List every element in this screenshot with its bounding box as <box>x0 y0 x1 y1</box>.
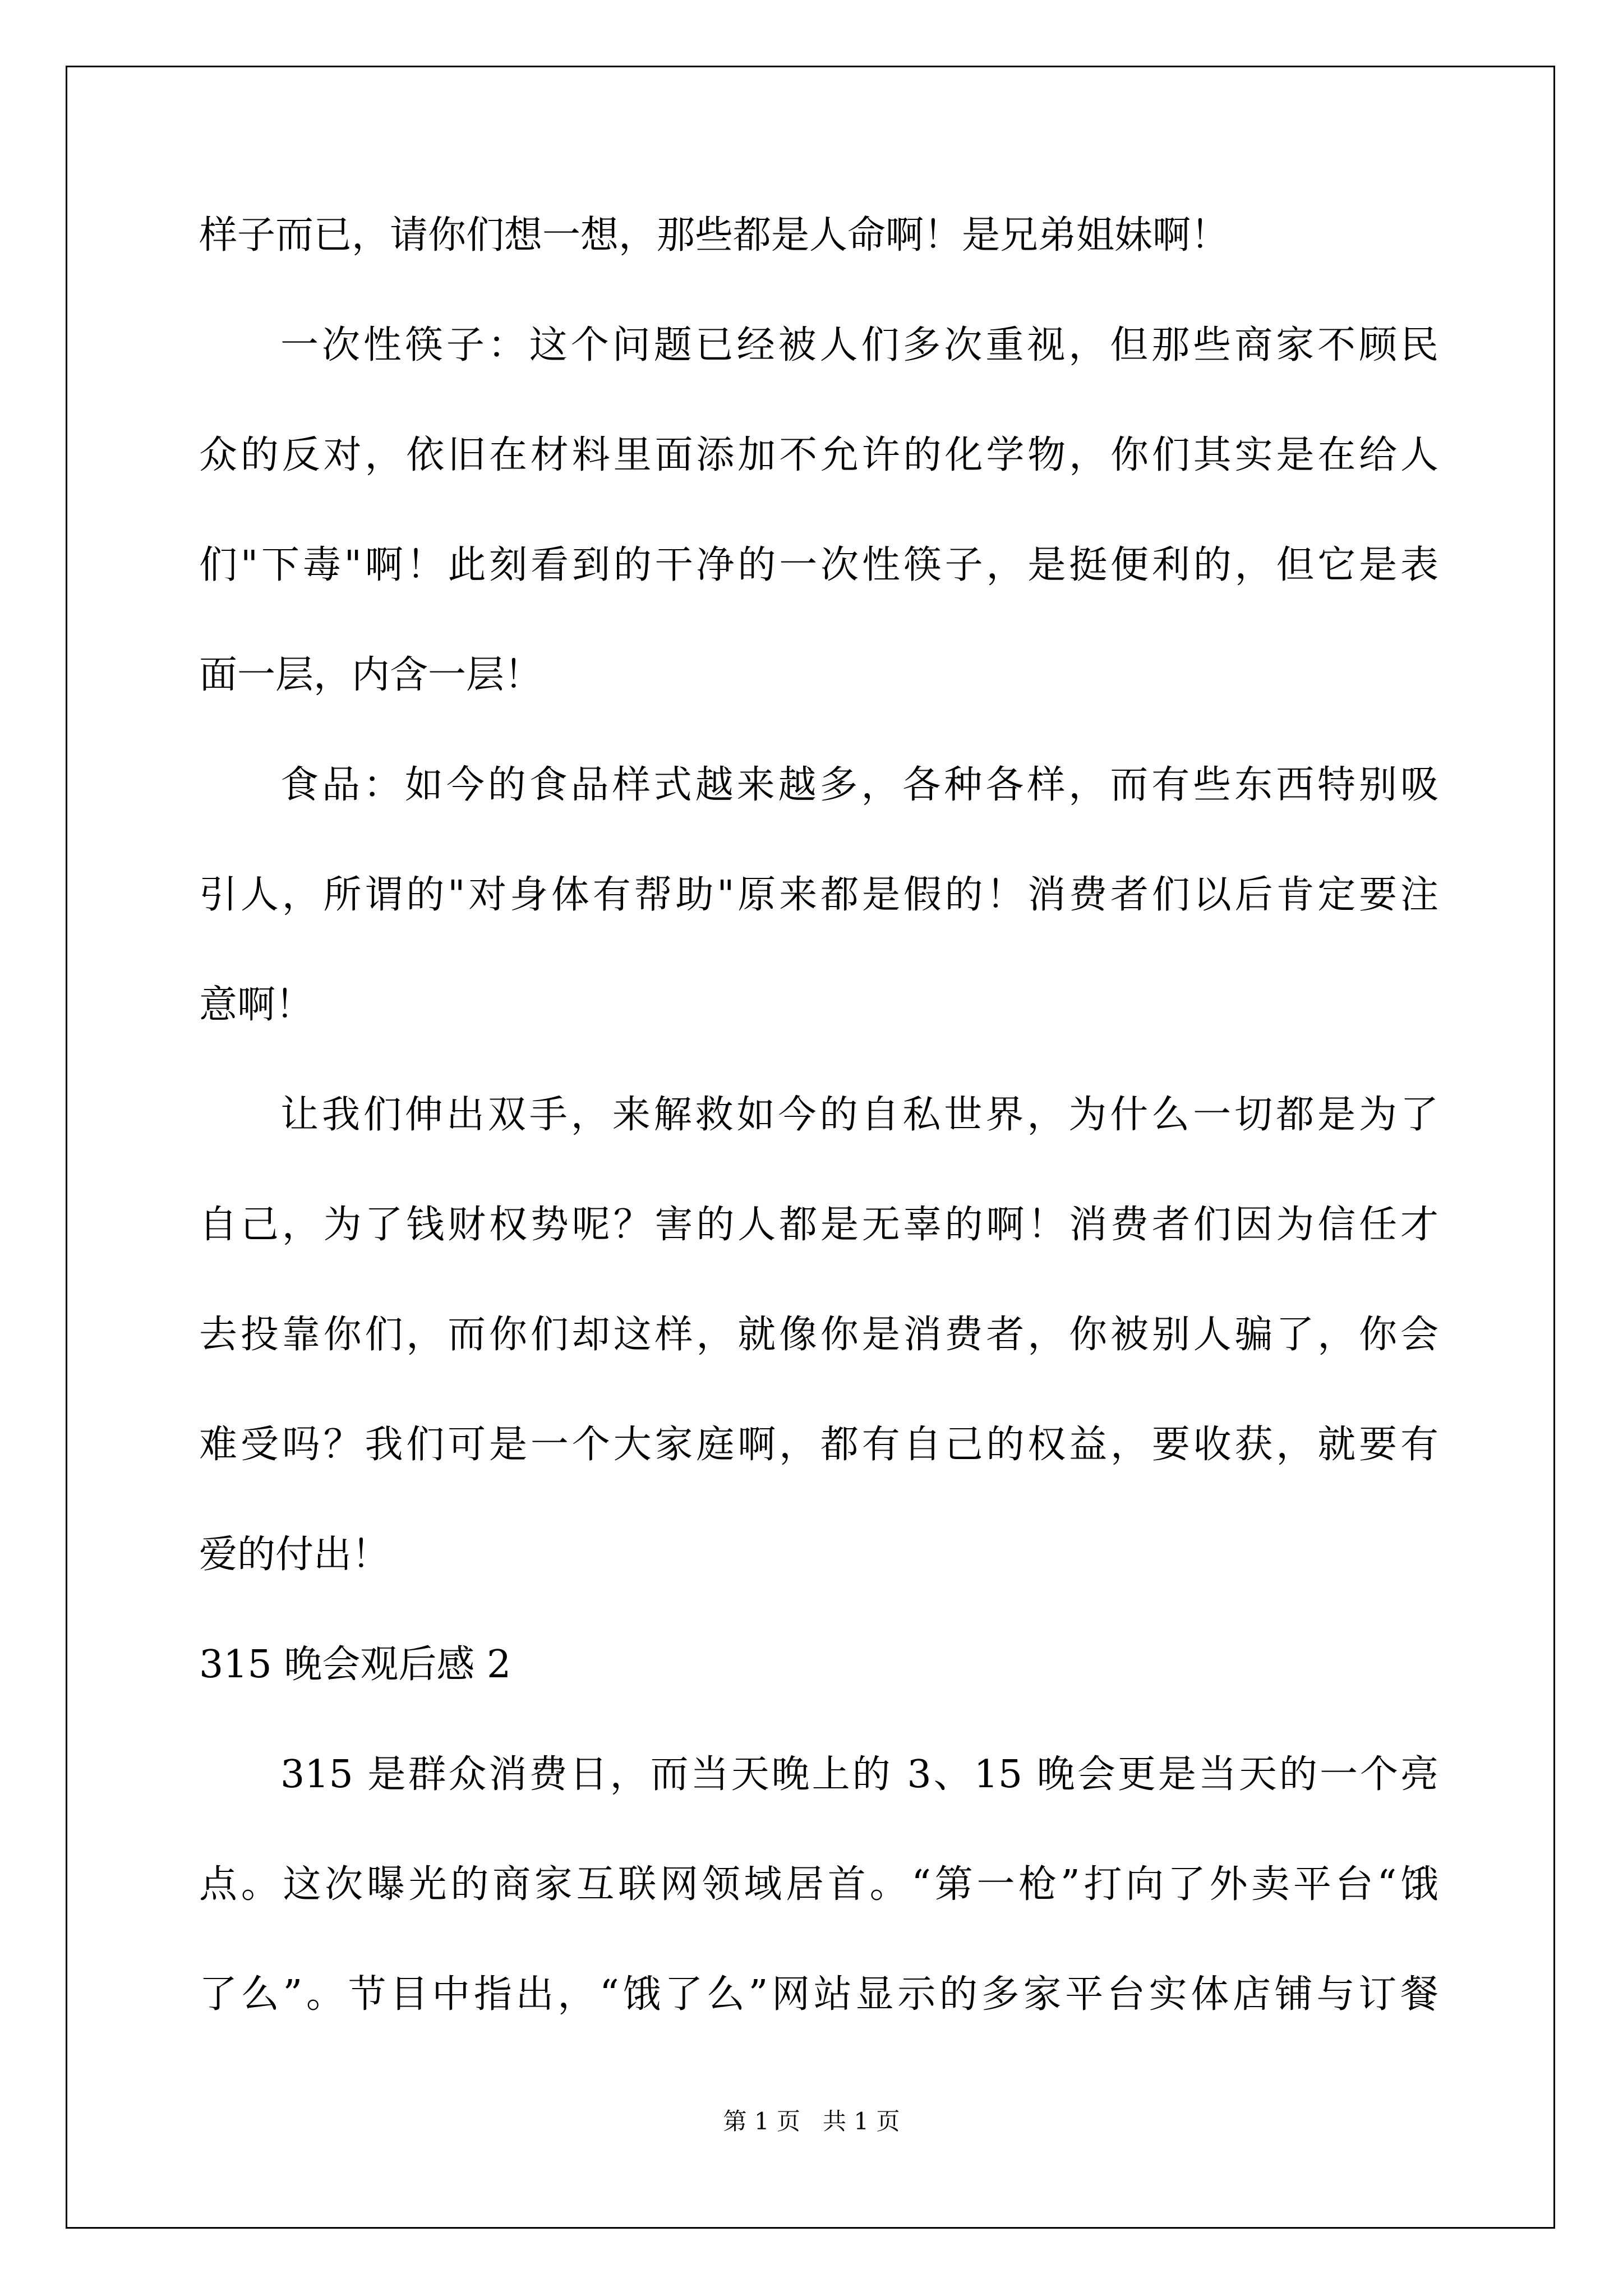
paragraph-line: 爱的付出！ <box>199 1533 390 1577</box>
paragraph-line: 样子而已，请你们想一想，那些都是人命啊！是兄弟姐妹啊！ <box>199 213 1229 257</box>
paragraph-line: 食品：如今的食品样式越来越多，各种各样，而有些东西特别吸 <box>280 763 1438 807</box>
section-heading: 315 晚会观后感 2 <box>199 1642 511 1687</box>
paragraph-line: 315 是群众消费日，而当天晚上的 3、15 晚会更是当天的一个亮 <box>280 1752 1438 1797</box>
paragraph-line: 去投靠你们，而你们却这样，就像你是消费者，你被别人骗了，你会 <box>199 1313 1438 1357</box>
paragraph-line: 点。这次曝光的商家互联网领域居首。“第一枪”打向了外卖平台“饿 <box>199 1862 1438 1907</box>
page-footer: 第 1 页 共 1 页 <box>723 2108 900 2135</box>
paragraph-line: 引人，所谓的"对身体有帮助"原来都是假的！消费者们以后肯定要注 <box>199 873 1438 917</box>
paragraph-line: 众的反对，依旧在材料里面添加不允许的化学物，你们其实是在给人 <box>199 433 1438 477</box>
paragraph-line: 们"下毒"啊！此刻看到的干净的一次性筷子，是挺便利的，但它是表 <box>199 543 1438 587</box>
paragraph-line: 让我们伸出双手，来解救如今的自私世界，为什么一切都是为了 <box>280 1093 1438 1137</box>
paragraph-line: 了么”。节目中指出，“饿了么”网站显示的多家平台实体店铺与订餐 <box>199 1972 1438 2017</box>
paragraph-line: 自己，为了钱财权势呢？害的人都是无辜的啊！消费者们因为信任才 <box>199 1203 1438 1247</box>
paragraph-line: 一次性筷子：这个问题已经被人们多次重视，但那些商家不顾民 <box>280 323 1438 367</box>
paragraph-line: 面一层，内含一层！ <box>199 653 543 697</box>
paragraph-line: 意啊！ <box>199 983 314 1027</box>
paragraph-line: 难受吗？我们可是一个大家庭啊，都有自己的权益，要收获，就要有 <box>199 1423 1438 1467</box>
